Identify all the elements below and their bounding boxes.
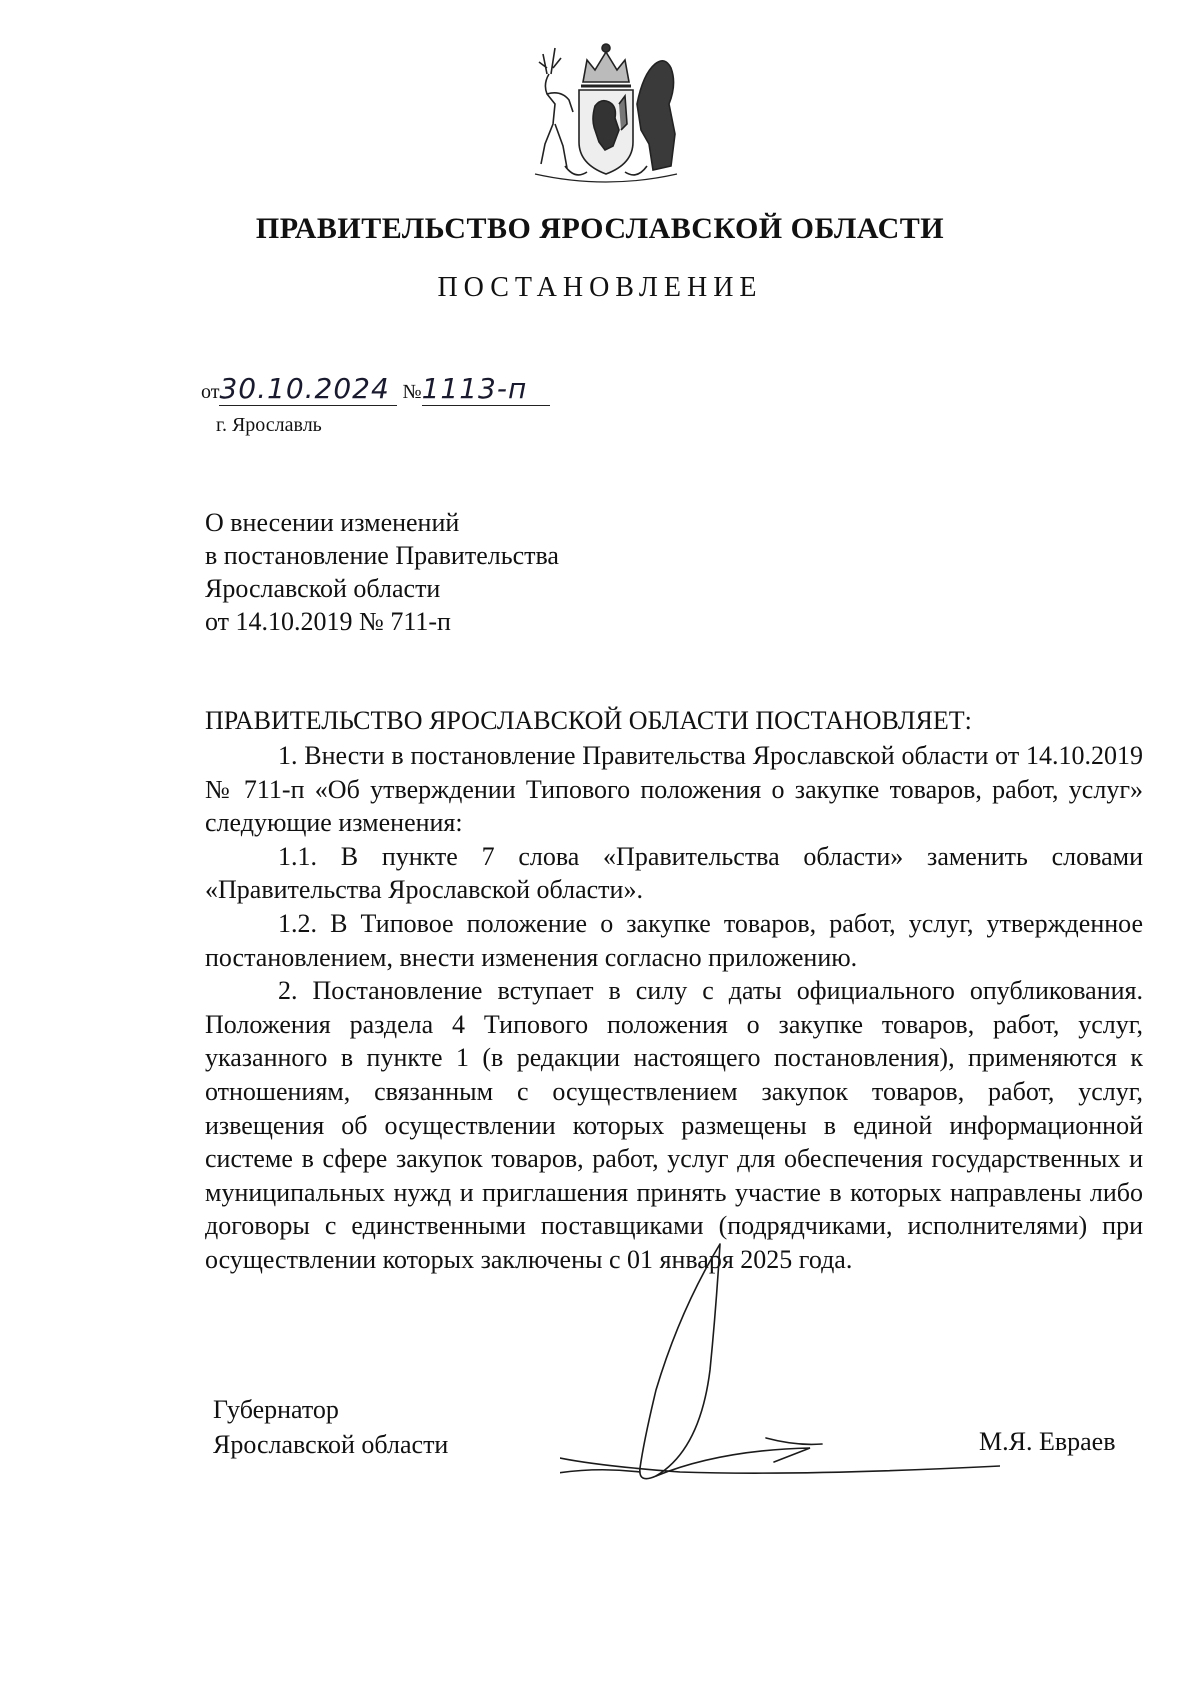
registration-date: 30.10.2024	[219, 372, 390, 405]
signer-name: М.Я. Евраев	[979, 1427, 1116, 1456]
signer-title-line: Ярославской области	[213, 1430, 449, 1459]
document-type: ПОСТАНОВЛЕНИЕ	[437, 272, 763, 303]
body-paragraph: 1.2. В Типовое положение о закупке товаров, работ, услуг, утвержденное постановлением, внести изменения согласно приложению.	[205, 908, 1143, 972]
subject-line: Ярославской области	[205, 574, 441, 603]
subject-line: О внесении изменений	[205, 508, 460, 537]
subject-line: в постановление Правительства	[205, 541, 559, 570]
body-paragraph: 1. Внести в постановление Правительства Ярославской области от 14.10.2019 № 711-п «Об утверждении Типового положения о закупке товаров, работ, услуг» следующие изменения:	[205, 741, 1143, 838]
document-subject	[205, 506, 559, 638]
signer-title	[213, 1392, 448, 1462]
subject-line: от 14.10.2019 № 711-п	[205, 607, 451, 636]
city: г. Ярославль	[216, 414, 322, 436]
document-body	[205, 739, 1143, 1277]
body-paragraph: 2. Постановление вступает в силу с даты официального опубликования. Положения раздела 4 Типового положения о закупке товаров, работ, услуг, указанного в пункте 1 (в редакции настоящего постановления), применяются к отношениям, связанным с осуществлением закупок товаров, работ, услуг, извещения об осуществлении которых размещены в единой информационной системе в сфере закупок товаров, работ, услуг для обеспечения государственных и муниципальных нужд и приглашения принять участие в которых направлены либо договоры с единственными поставщиками (подрядчиками, исполнителями) при осуществлении которых заключены с 01 января 2025 года.	[205, 976, 1143, 1274]
registration-line	[201, 372, 550, 406]
date-prefix: от	[201, 381, 220, 403]
coat-of-arms-icon	[525, 34, 687, 186]
organization-title: ПРАВИТЕЛЬСТВО ЯРОСЛАВСКОЙ ОБЛАСТИ	[255, 212, 945, 245]
number-prefix: №	[402, 381, 422, 403]
preamble: ПРАВИТЕЛЬСТВО ЯРОСЛАВСКОЙ ОБЛАСТИ ПОСТАНОВЛЯЕТ:	[205, 706, 972, 735]
signer-title-line: Губернатор	[213, 1395, 339, 1424]
body-paragraph: 1.1. В пункте 7 слова «Правительства области» заменить словами «Правительства Ярославской области».	[205, 841, 1143, 905]
registration-number: 1113-п	[421, 372, 528, 405]
signature-icon	[560, 1240, 1000, 1490]
